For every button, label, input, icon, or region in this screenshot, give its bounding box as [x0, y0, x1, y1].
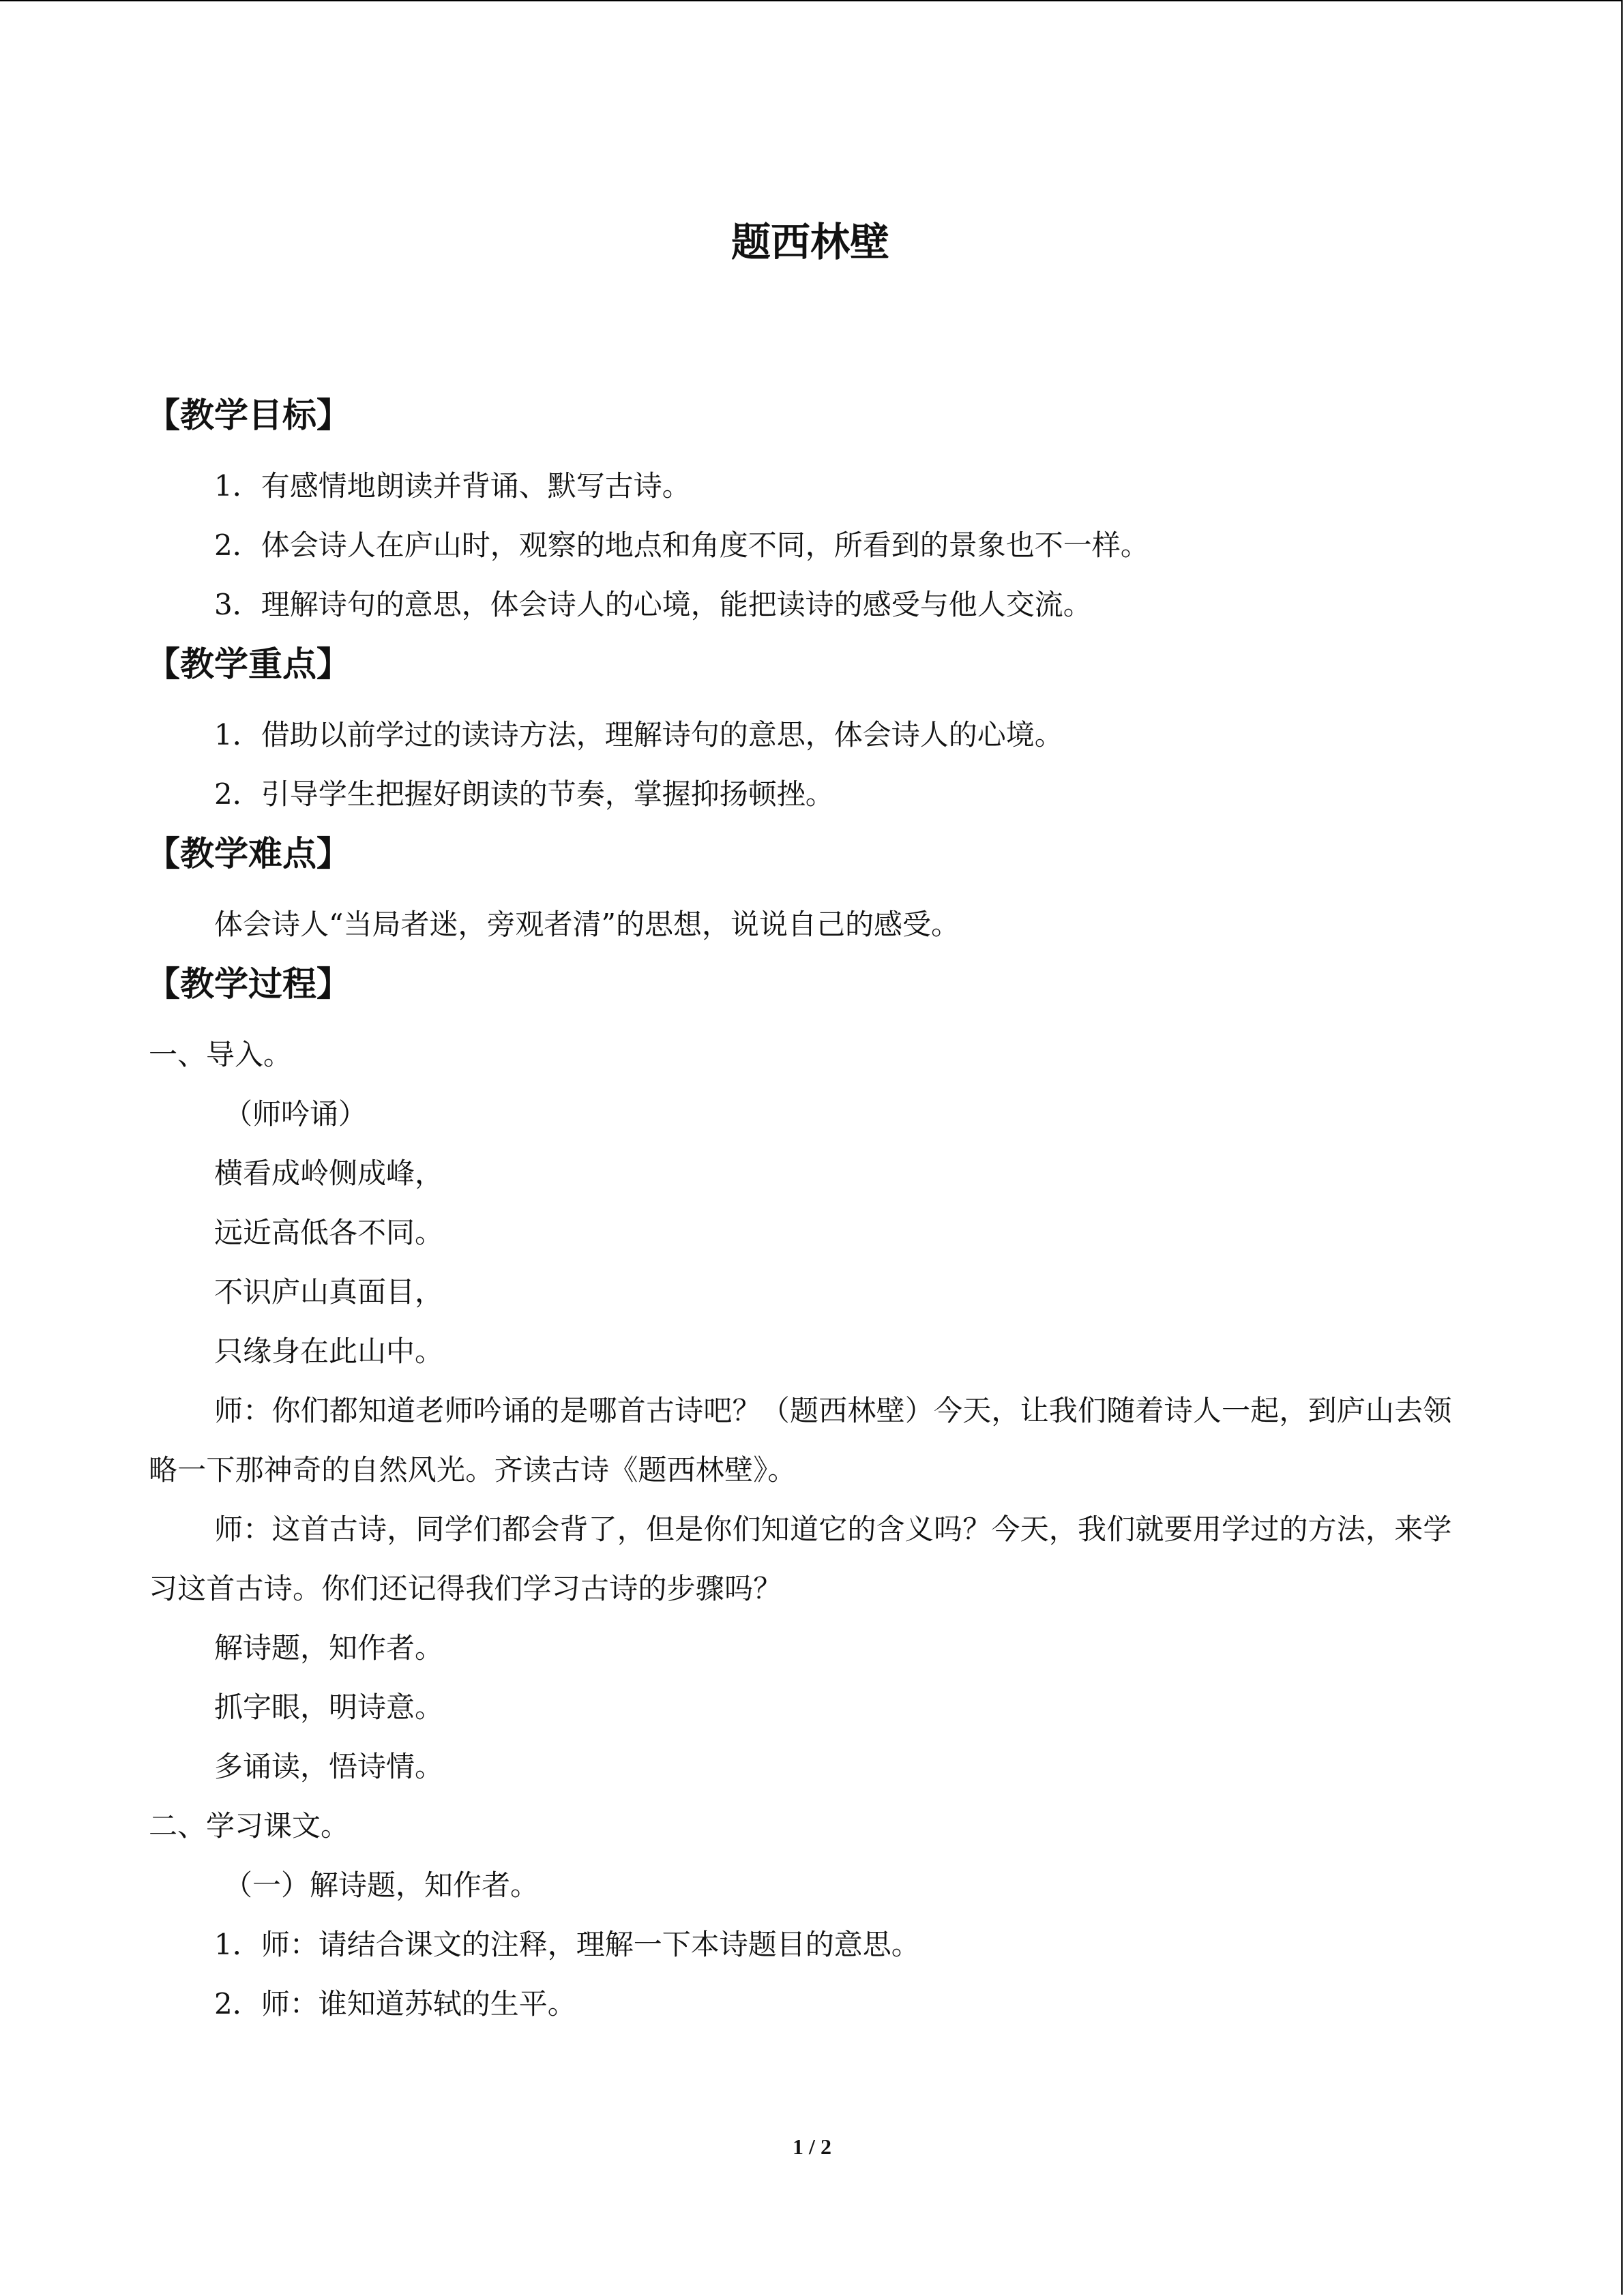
poem-line-1: 横看成岭侧成峰，: [214, 1157, 444, 1190]
recite-note: （师吟诵）: [224, 1097, 368, 1131]
sub-section-1-item-1: 1．师：请结合课文的注释，理解一下本诗题目的意思。: [214, 1928, 920, 1961]
spacer: [149, 445, 1479, 456]
document-body: [146, 205, 1479, 2033]
poem-line-4: 只缘身在此山中。: [214, 1335, 444, 1368]
process-part1-title: 一、导入。: [149, 1038, 293, 1071]
section-heading-key-points: 【教学重点】: [146, 644, 351, 684]
sub-section-1-item-2: 2．师：谁知道苏轼的生平。: [214, 1987, 576, 2021]
sub-section-1-title: （一）解诗题，知作者。: [224, 1868, 540, 1902]
section-heading-difficulties: 【教学难点】: [146, 833, 351, 874]
section-heading-objectives: 【教学目标】: [146, 395, 351, 435]
step-item-3: 多诵读，悟诗情。: [214, 1750, 444, 1783]
spacer: [149, 884, 1479, 895]
page-number: 1 / 2: [793, 2134, 831, 2159]
key-point-item-2: 2．引导学生把握好朗读的节奏，掌握抑扬顿挫。: [214, 777, 834, 811]
step-item-1: 解诗题，知作者。: [214, 1631, 444, 1665]
difficulty-item-1: 体会诗人“当局者迷，旁观者清”的思想，说说自己的感受。: [214, 908, 960, 941]
teacher-paragraph-1: 师：你们都知道老师吟诵的是哪首古诗吧？（题西林壁）今天，让我们随着诗人一起，到庐山去领略一下那神奇的自然风光。齐读古诗《题西林壁》。: [149, 1394, 1452, 1487]
key-point-item-1: 1．借助以前学过的读诗方法，理解诗句的意思，体会诗人的心境。: [214, 718, 1063, 751]
poem-line-3: 不识庐山真面目，: [214, 1275, 444, 1309]
spacer: [149, 1014, 1479, 1025]
spacer: [149, 694, 1479, 705]
section-heading-process: 【教学过程】: [146, 964, 351, 1004]
objective-item-2: 2．体会诗人在庐山时，观察的地点和角度不同，所看到的景象也不一样。: [214, 528, 1149, 562]
teacher-paragraph-2: 师：这首古诗，同学们都会背了，但是你们知道它的含义吗？今天，我们就要用学过的方法，来学习这首古诗。你们还记得我们学习古诗的步骤吗？: [149, 1512, 1452, 1605]
step-item-2: 抓字眼，明诗意。: [214, 1690, 444, 1724]
process-part2-title: 二、学习课文。: [149, 1809, 350, 1843]
document-title: 题西林壁: [730, 219, 889, 265]
objective-item-3: 3．理解诗句的意思，体会诗人的心境，能把读诗的感受与他人交流。: [214, 588, 1092, 621]
objective-item-1: 1．有感情地朗读并背诵、默写古诗。: [214, 469, 691, 503]
poem-line-2: 远近高低各不同。: [214, 1216, 444, 1249]
